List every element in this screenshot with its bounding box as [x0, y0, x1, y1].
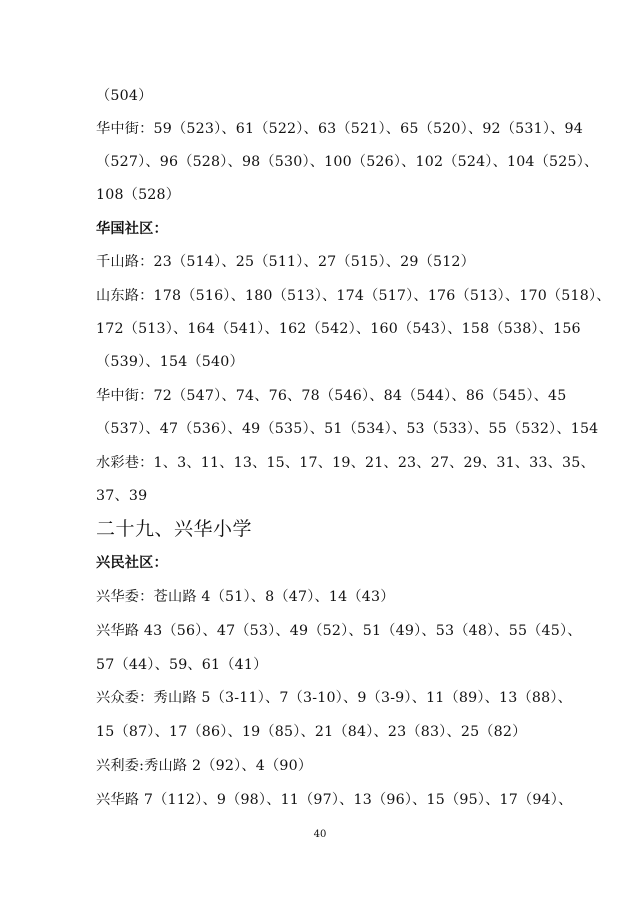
text-line: （539）、154（540）: [96, 354, 244, 370]
text-line: （504）: [96, 88, 153, 104]
text-line: 37、39: [96, 488, 148, 504]
page-number: 40: [313, 829, 327, 840]
section-subheading: 兴民社区：: [96, 555, 168, 571]
text-line: 兴利委:秀山路 2（92）、4（90）: [96, 758, 313, 774]
text-line: 山东路：178（516）、180（513）、174（517）、176（513）、170（518）、: [96, 288, 611, 304]
text-line: 千山路：23（514）、25（511）、27（515）、29（512）: [96, 254, 476, 270]
text-line: 57（44）、59、61（41）: [96, 657, 268, 673]
section-subheading: 华国社区：: [96, 221, 168, 237]
text-line: 水彩巷：1、3、11、13、15、17、19、21、23、27、29、31、33、35、: [96, 455, 595, 471]
section-heading: 二十九、兴华小学: [96, 518, 253, 540]
text-line: 172（513）、164（541）、162（542）、160（543）、158（538）、156: [96, 321, 581, 337]
text-line: 兴华路 43（56）、47（53）、49（52）、51（49）、53（48）、55（45）、: [96, 623, 582, 639]
text-line: 华中街：59（523）、61（522）、63（521）、65（520）、92（531）、94: [96, 121, 583, 137]
text-line: 108（528）: [96, 187, 181, 203]
text-line: 华中街：72（547）、74、76、78（546）、84（544）、86（545）、45: [96, 388, 567, 404]
text-line: （527）、96（528）、98（530）、100（526）、102（524）、104（525）、: [96, 154, 599, 170]
text-line: （537）、47（536）、49（535）、51（534）、53（533）、55（532）、154: [96, 421, 599, 437]
text-line: 15（87）、17（86）、19（85）、21（84）、23（83）、25（82）: [96, 724, 527, 740]
text-line: 兴华委：苍山路 4（51）、8（47）、14（43）: [96, 589, 395, 605]
text-line: 兴众委：秀山路 5（3-11）、7（3-10）、9（3-9）、11（89）、13（88）、: [96, 690, 573, 706]
text-line: 兴华路 7（112）、9（98）、11（97）、13（96）、15（95）、17（94）、: [96, 792, 573, 808]
